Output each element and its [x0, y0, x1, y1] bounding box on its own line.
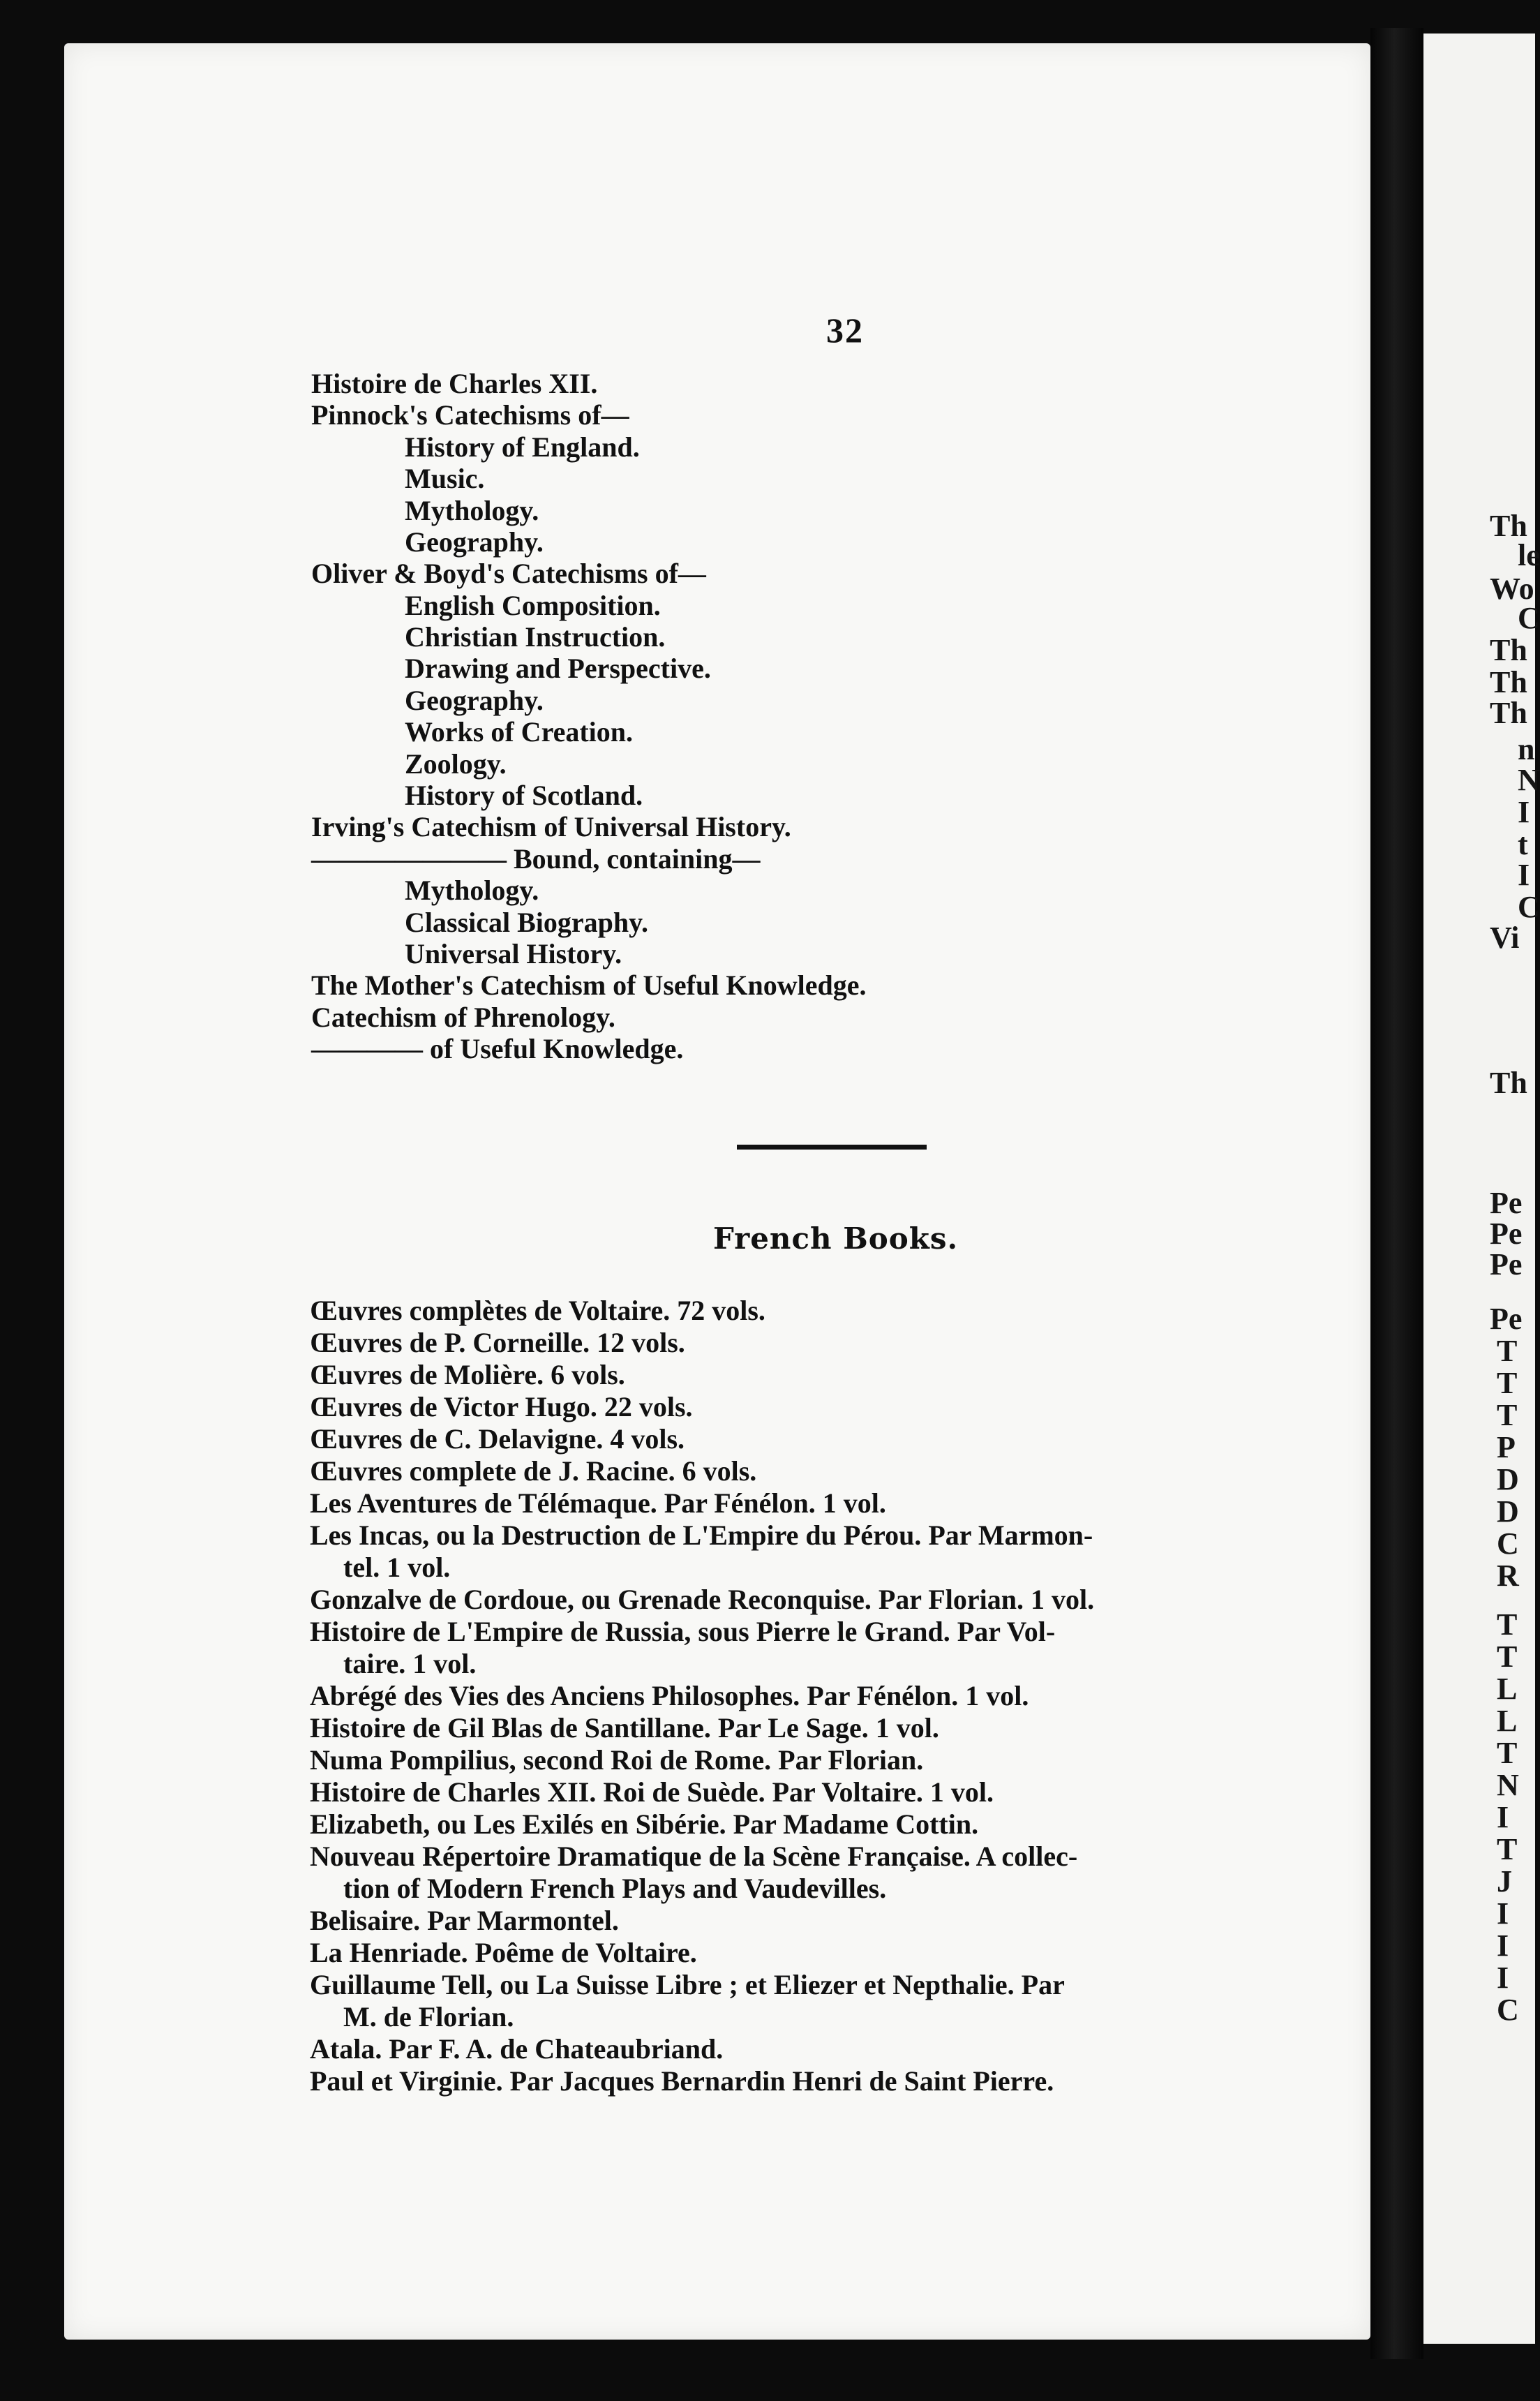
- adjacent-page-fragment: Th: [1490, 633, 1527, 667]
- list-item: Nouveau Répertoire Dramatique de la Scène Française. A collec-: [310, 1841, 1078, 1872]
- adjacent-page-fragment: R: [1497, 1559, 1519, 1593]
- adjacent-page-fragment: Th: [1490, 665, 1527, 699]
- list-item: ——————— Bound, containing—: [311, 843, 761, 875]
- list-item: Universal History.: [405, 938, 622, 969]
- adjacent-page-fragment: L: [1497, 1704, 1518, 1738]
- list-item: Histoire de Charles XII.: [311, 368, 598, 399]
- adjacent-page-fragment: I: [1518, 795, 1530, 829]
- adjacent-page-fragment: T: [1497, 1832, 1518, 1866]
- list-item: Christian Instruction.: [405, 621, 666, 653]
- list-item: Works of Creation.: [405, 716, 634, 748]
- adjacent-page-fragment: Pe: [1490, 1247, 1523, 1281]
- list-item: Paul et Virginie. Par Jacques Bernardin Henri de Saint Pierre.: [310, 2065, 1054, 2097]
- list-item: ———— of Useful Knowledge.: [311, 1033, 684, 1064]
- list-item: Œuvres de Molière. 6 vols.: [310, 1359, 625, 1390]
- adjacent-page-fragment: I: [1497, 1800, 1509, 1834]
- list-item: Histoire de L'Empire de Russia, sous Pierre le Grand. Par Vol-: [310, 1616, 1056, 1647]
- adjacent-page-fragment: Pe: [1490, 1186, 1523, 1220]
- list-item: Catechism of Phrenology.: [311, 1002, 615, 1033]
- adjacent-page-fragment: Pe: [1490, 1217, 1523, 1251]
- section-divider: [737, 1145, 927, 1150]
- list-item: Oliver & Boyd's Catechisms of—: [311, 558, 706, 589]
- list-item: Abrégé des Vies des Anciens Philosophes. Par Fénélon. 1 vol.: [310, 1680, 1029, 1711]
- list-item: La Henriade. Poême de Voltaire.: [310, 1937, 697, 1968]
- adjacent-page-fragment: Th: [1490, 696, 1527, 730]
- list-item: Zoology.: [405, 748, 507, 780]
- adjacent-page-fragment: L: [1497, 1672, 1518, 1706]
- list-item: Gonzalve de Cordoue, ou Grenade Reconquise. Par Florian. 1 vol.: [310, 1584, 1095, 1615]
- adjacent-page-fragment: C: [1497, 1993, 1519, 2027]
- adjacent-page-fragment: D: [1497, 1494, 1519, 1529]
- book-gutter: [1370, 28, 1423, 2359]
- adjacent-page-fragment: Pe: [1490, 1302, 1523, 1336]
- book-page: [64, 43, 1370, 2340]
- page-number: 32: [826, 311, 864, 350]
- adjacent-page-fragment: J: [1497, 1864, 1512, 1898]
- list-item: Geography.: [405, 526, 544, 558]
- list-item: Histoire de Charles XII. Roi de Suède. Par Voltaire. 1 vol.: [310, 1776, 994, 1808]
- list-item: Pinnock's Catechisms of—: [311, 399, 629, 431]
- list-item: English Composition.: [405, 590, 661, 621]
- list-item: Œuvres complètes de Voltaire. 72 vols.: [310, 1295, 765, 1326]
- list-item: Atala. Par F. A. de Chateaubriand.: [310, 2033, 724, 2065]
- list-item: The Mother's Catechism of Useful Knowledge.: [311, 969, 867, 1001]
- adjacent-page-fragment: le: [1518, 538, 1540, 572]
- list-item: History of Scotland.: [405, 780, 643, 811]
- list-item: Œuvres de C. Delavigne. 4 vols.: [310, 1423, 685, 1455]
- adjacent-page-fragment: C: [1518, 601, 1540, 635]
- list-item: tion of Modern French Plays and Vaudevilles.: [343, 1873, 887, 1904]
- list-item: Œuvres complete de J. Racine. 6 vols.: [310, 1455, 757, 1487]
- section-title: French Books.: [713, 1221, 959, 1256]
- adjacent-page-fragment: T: [1497, 1640, 1518, 1674]
- list-item: Elizabeth, ou Les Exilés en Sibérie. Par Madame Cottin.: [310, 1808, 979, 1840]
- adjacent-page-fragment: Vi: [1490, 921, 1520, 955]
- adjacent-page-fragment: Th: [1490, 1066, 1527, 1100]
- adjacent-page-fragment: N: [1518, 763, 1540, 797]
- list-item: Les Aventures de Télémaque. Par Fénélon. 1 vol.: [310, 1487, 886, 1519]
- adjacent-page-fragment: T: [1497, 1334, 1518, 1368]
- adjacent-page-fragment: t: [1518, 827, 1528, 861]
- list-item: Œuvres de Victor Hugo. 22 vols.: [310, 1391, 693, 1422]
- list-item: Belisaire. Par Marmontel.: [310, 1905, 619, 1936]
- adjacent-page-fragment: P: [1497, 1430, 1516, 1464]
- list-item: Mythology.: [405, 875, 539, 906]
- list-item: Œuvres de P. Corneille. 12 vols.: [310, 1327, 685, 1358]
- adjacent-page-fragment: I: [1518, 858, 1530, 892]
- adjacent-page-fragment: T: [1497, 1398, 1518, 1432]
- adjacent-page-fragment: Th: [1490, 509, 1527, 543]
- list-item: Drawing and Perspective.: [405, 653, 711, 684]
- adjacent-page-fragment: T: [1497, 1366, 1518, 1400]
- list-item: Irving's Catechism of Universal History.: [311, 811, 791, 842]
- list-item: Guillaume Tell, ou La Suisse Libre ; et Eliezer et Nepthalie. Par: [310, 1969, 1065, 2000]
- list-item: Histoire de Gil Blas de Santillane. Par Le Sage. 1 vol.: [310, 1712, 939, 1744]
- adjacent-page-fragment: T: [1497, 1607, 1518, 1642]
- adjacent-page-fragment: C: [1518, 890, 1540, 924]
- adjacent-page-fragment: n: [1518, 732, 1535, 766]
- list-item: tel. 1 vol.: [343, 1552, 451, 1583]
- adjacent-page-fragment: C: [1497, 1526, 1519, 1561]
- list-item: Geography.: [405, 685, 544, 716]
- adjacent-page-fragment: N: [1497, 1768, 1519, 1802]
- list-item: M. de Florian.: [343, 2001, 514, 2032]
- adjacent-page-fragment: Wo: [1490, 572, 1534, 606]
- list-item: History of England.: [405, 431, 640, 463]
- adjacent-page-edge: [1423, 34, 1540, 2344]
- list-item: Classical Biography.: [405, 907, 648, 938]
- adjacent-page-fragment: I: [1497, 1928, 1509, 1963]
- list-item: Numa Pompilius, second Roi de Rome. Par Florian.: [310, 1744, 924, 1776]
- adjacent-page-fragment: T: [1497, 1736, 1518, 1770]
- list-item: taire. 1 vol.: [343, 1648, 477, 1679]
- adjacent-page-fragment: D: [1497, 1462, 1519, 1496]
- list-item: Les Incas, ou la Destruction de L'Empire du Pérou. Par Marmon-: [310, 1519, 1093, 1551]
- adjacent-page-fragment: I: [1497, 1961, 1509, 1995]
- adjacent-page-fragment: I: [1497, 1896, 1509, 1931]
- list-item: Mythology.: [405, 495, 539, 526]
- list-item: Music.: [405, 463, 485, 494]
